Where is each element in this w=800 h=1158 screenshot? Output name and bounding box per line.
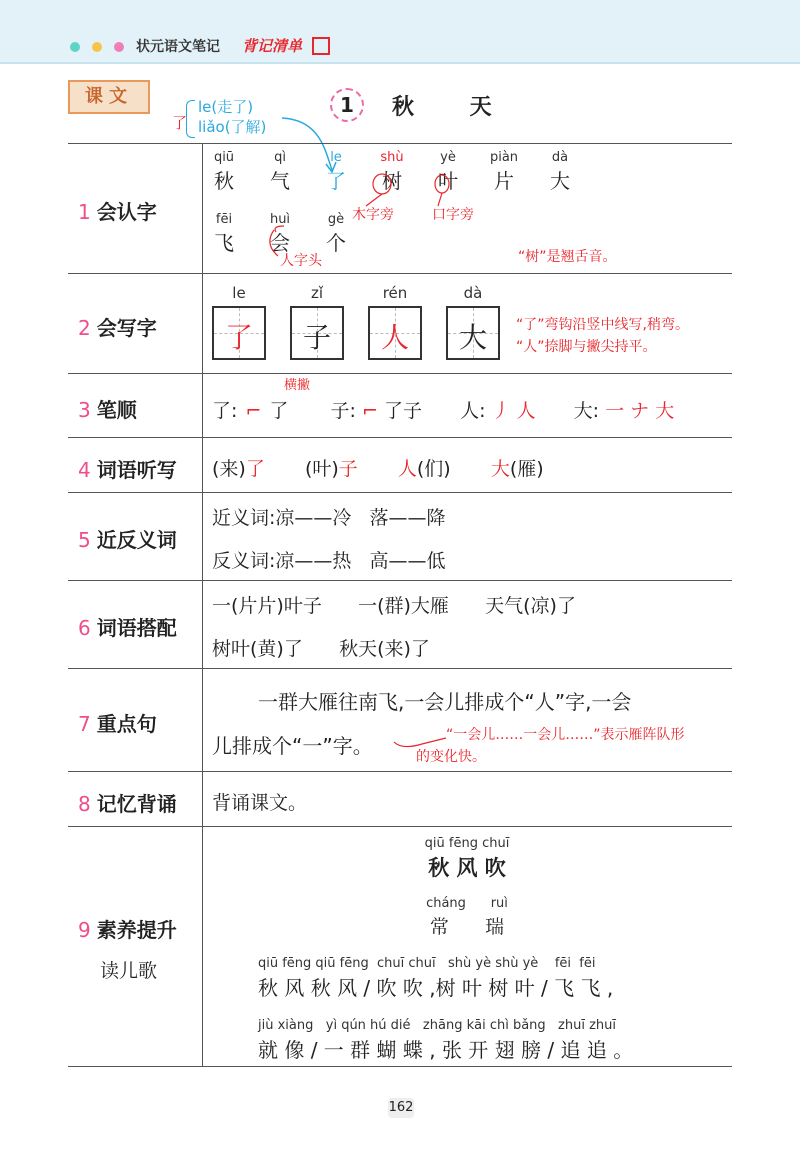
row-label-write: 2 会写字 xyxy=(78,316,157,340)
char-cell xyxy=(202,150,246,194)
table-rule xyxy=(68,143,732,144)
header-band xyxy=(0,0,800,64)
collocation-line: 一(片片)叶子 一(群)大雁 天气(凉)了 xyxy=(212,595,576,617)
char-pinyin: dà xyxy=(551,150,569,165)
lesson-title: 秋 天 xyxy=(392,95,516,120)
char-hanzi: 秋 xyxy=(214,169,234,193)
row-label-collocation: 6 词语搭配 xyxy=(78,616,177,640)
stroke-order-line: 了: ⌐ 了 子: ⌐ 了子 人: 丿 人 大: 一 ナ 大 xyxy=(212,400,675,422)
note-hengpie: 横撇 xyxy=(284,378,311,393)
annotation-bracket xyxy=(186,100,195,138)
header-dot xyxy=(70,42,80,52)
grid-char: 了 xyxy=(224,321,253,354)
brand-subtitle: 背记清单 xyxy=(242,37,303,55)
note-mu-radical: 木字旁 xyxy=(352,207,394,223)
char-pinyin: le xyxy=(330,150,342,165)
char-cell xyxy=(538,150,582,194)
poem-title-pinyin: qiū fēng chuī xyxy=(424,836,510,851)
poem-author-pinyin: cháng ruì xyxy=(426,896,508,911)
row-label-recite: 8 记忆背诵 xyxy=(78,792,177,816)
char-hanzi: 片 xyxy=(494,169,514,193)
header-dot xyxy=(92,42,102,52)
dictation-line: (来)了 (叶)子 人(们) 大(雁) xyxy=(212,458,544,480)
char-hanzi: 大 xyxy=(550,169,570,193)
note-write-ren: “人”捺脚与撇尖持平。 xyxy=(516,339,657,355)
char-pinyin: qiū xyxy=(213,150,235,165)
note-kou-radical: 口字旁 xyxy=(432,207,474,223)
annotation-circles xyxy=(262,160,462,270)
poem-line1: 秋 风 秋 风 / 吹 吹 ,树 叶 树 叶 / 飞 飞 , xyxy=(258,976,614,1000)
header-dot xyxy=(114,42,124,52)
char-cell xyxy=(482,150,526,194)
table-rule xyxy=(68,771,732,772)
row-label-key-sentence: 7 重点句 xyxy=(78,712,157,736)
writing-grid xyxy=(446,306,500,360)
table-rule xyxy=(68,1066,732,1067)
poem-title: 秋 风 吹 xyxy=(428,856,506,880)
grid-char: 人 xyxy=(380,321,409,354)
antonyms-line: 反义词:凉——热 高——低 xyxy=(212,550,446,572)
char-hanzi: 会 xyxy=(270,231,290,255)
char-pinyin: dà xyxy=(463,284,483,302)
row-label-literacy: 9 素养提升 xyxy=(78,918,177,942)
key-sentence-line1: 一群大雁往南飞,一会儿排成个“人”字,一会 xyxy=(258,690,632,714)
note-ren-radical: 人字头 xyxy=(280,253,322,269)
annotation-line: le(走了) xyxy=(198,98,254,116)
brand-title: 状元语文笔记 xyxy=(136,39,220,55)
writing-grid xyxy=(290,306,344,360)
row-label-recognize: 1 会认字 xyxy=(78,200,157,224)
row-label-stroke-order: 3 笔顺 xyxy=(78,398,137,422)
char-pinyin: huì xyxy=(269,212,291,227)
writing-grid xyxy=(368,306,422,360)
char-hanzi: 叶 xyxy=(438,169,458,193)
synonyms-line: 近义词:凉——冷 落——降 xyxy=(212,507,446,529)
char-pinyin: zǐ xyxy=(310,284,324,302)
checkmark-icon xyxy=(312,37,330,55)
note-key-sentence: “一会儿……一会儿……”表示雁阵队形 xyxy=(446,727,685,743)
table-rule xyxy=(68,492,732,493)
annotation-bracket-char: 了 xyxy=(172,114,188,132)
char-hanzi: 树 xyxy=(382,169,402,193)
poem-line1-pinyin: qiū fēng qiū fēng chuī chuī shù yè shù yè fēi fēi xyxy=(258,956,596,971)
poem-line2-pinyin: jiù xiàng yì qún hú dié zhāng kāi chì bǎng zhuī zhuī xyxy=(258,1018,617,1033)
row-label-synonyms: 5 近反义词 xyxy=(78,528,177,552)
char-pinyin: yè xyxy=(440,150,456,165)
poem-line2: 就 像 / 一 群 蝴 蝶 , 张 开 翅 膀 / 追 追 。 xyxy=(258,1038,634,1062)
page-number: 162 xyxy=(388,1098,414,1118)
collocation-line: 树叶(黄)了 秋天(来)了 xyxy=(212,638,430,660)
lesson-tag: 课文 xyxy=(68,80,150,114)
lesson-number: 1 xyxy=(330,88,364,122)
table-rule xyxy=(68,373,732,374)
recite-text: 背诵课文。 xyxy=(212,792,308,814)
note-shu-pronunciation: “树”是翘舌音。 xyxy=(518,249,617,265)
table-rule xyxy=(68,668,732,669)
row-sublabel-nursery-rhyme: 读儿歌 xyxy=(100,960,158,982)
char-cell xyxy=(202,212,246,256)
annotation-line: liǎo(了解) xyxy=(198,118,267,136)
char-pinyin: piàn xyxy=(489,150,519,165)
char-hanzi: 气 xyxy=(270,169,290,193)
writing-grid xyxy=(212,306,266,360)
char-pinyin: qì xyxy=(274,150,286,165)
char-pinyin: shù xyxy=(380,150,404,165)
char-pinyin: le xyxy=(232,284,246,302)
grid-char: 大 xyxy=(458,321,487,354)
table-rule xyxy=(68,273,732,274)
table-rule xyxy=(68,437,732,438)
poem-author: 常 瑞 xyxy=(429,916,505,938)
char-hanzi: 飞 xyxy=(214,231,234,255)
note-key-sentence: 的变化快。 xyxy=(416,749,486,765)
char-pinyin: rén xyxy=(382,284,408,302)
char-pinyin: gè xyxy=(327,212,345,227)
char-hanzi: 个 xyxy=(326,231,346,255)
note-write-le: “了”弯钩沿竖中线写,稍弯。 xyxy=(516,317,689,333)
table-rule xyxy=(68,826,732,827)
char-pinyin: fēi xyxy=(215,212,233,227)
key-sentence-line2: 儿排成个“一”字。 xyxy=(212,734,373,758)
row-label-dictation: 4 词语听写 xyxy=(78,458,177,482)
char-hanzi: 了 xyxy=(326,169,346,193)
table-rule xyxy=(68,580,732,581)
grid-char: 子 xyxy=(302,321,331,354)
